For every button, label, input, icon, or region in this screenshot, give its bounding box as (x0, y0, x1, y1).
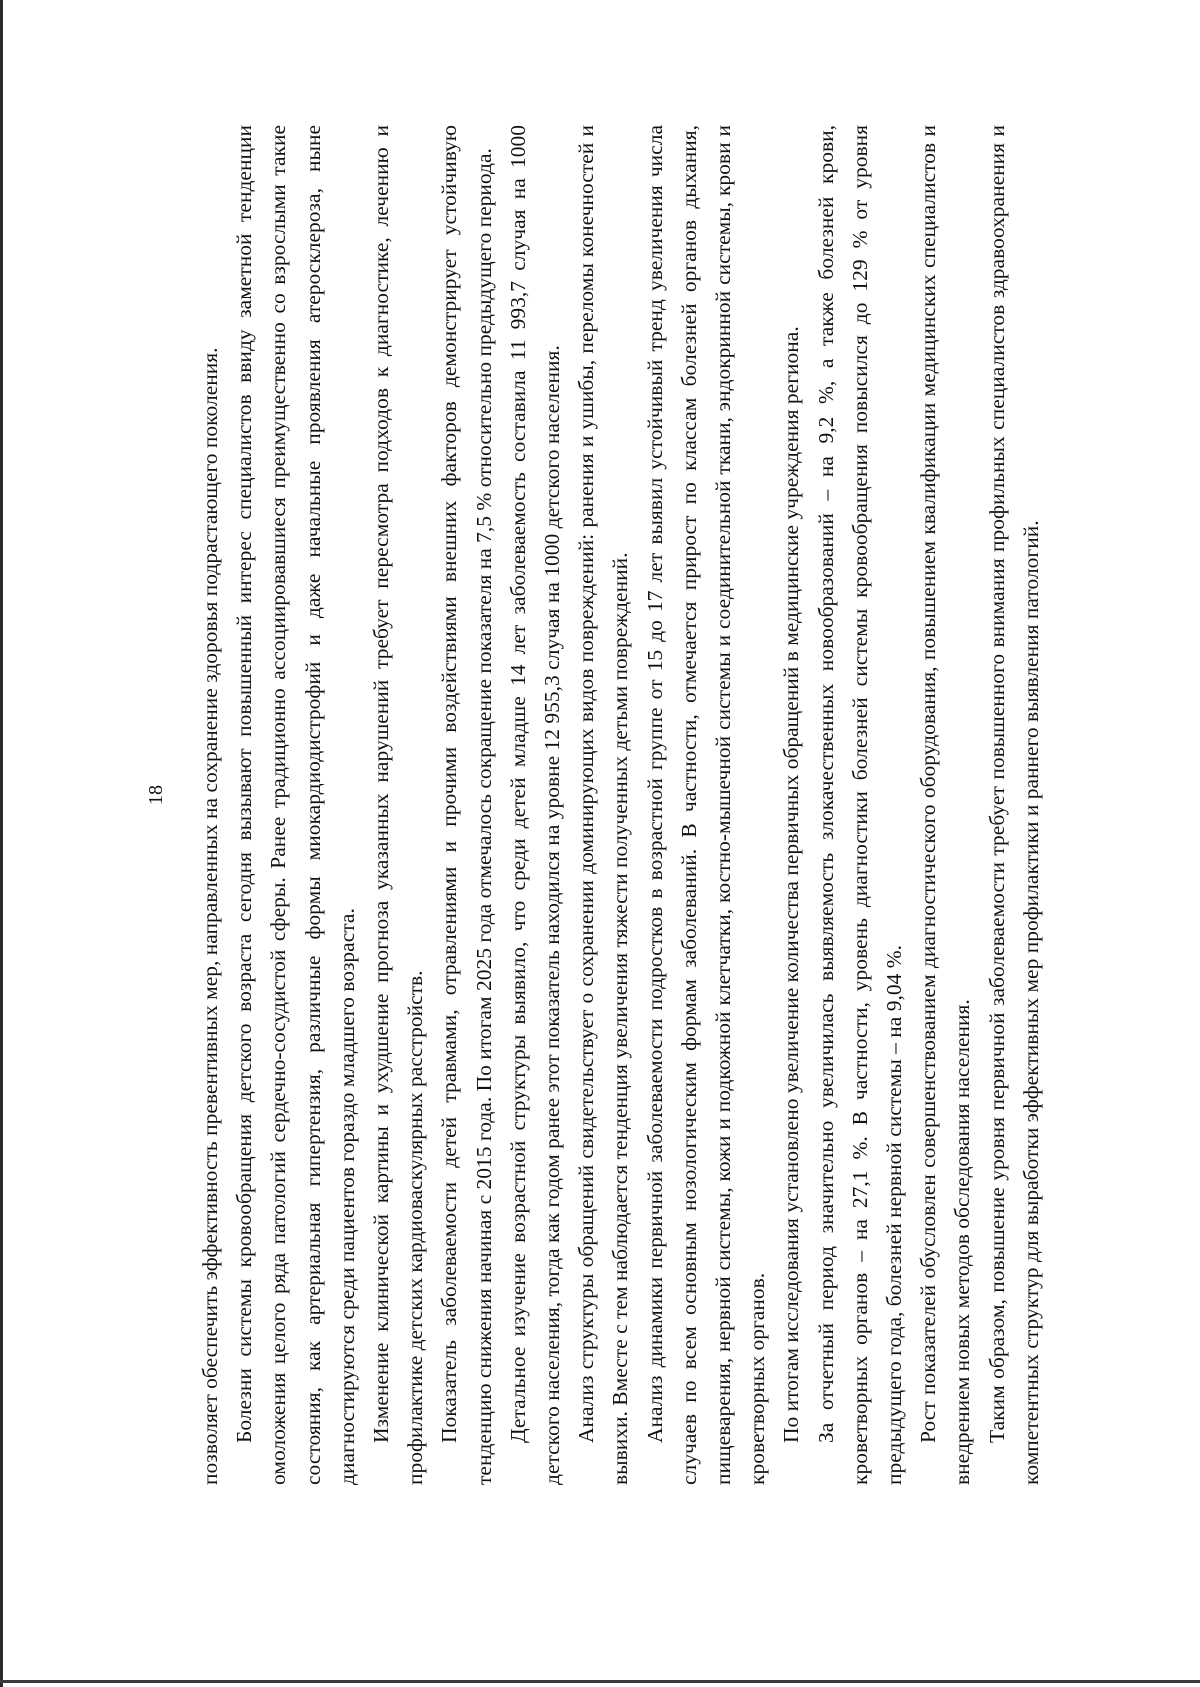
scan-border-bottom (0, 1680, 1200, 1683)
paragraph: Анализ структуры обращений свидетельствует о сохранении доминирующих видов повреждений: ранения и ушибы, переломы конечностей и вывихи. Вместе с тем наблюдается тенденция увеличения тяжести полученных детьми повреждений. (574, 125, 633, 1485)
paragraph: Рост показателей обусловлен совершенствованием диагностического оборудования, повышением квалификации медицинских специалистов и внедрением новых методов обследования населения. (916, 125, 975, 1485)
paragraph: Изменение клинической картины и ухудшение прогноза указанных нарушений требует пересмотра подходов к диагностике, лечению и профилактике детских кардиоваскулярных расстройств. (369, 125, 428, 1485)
paragraph: Анализ динамики первичной заболеваемости подростков в возрастной группе от 15 до 17 лет выявил устойчивый тренд увеличения числа случаев по всем основным нозологическим формам заболеваний. В частности, отмечается прирост по классам болезней органов дыхания, пищеварения, нервной системы, кожи и подкожной клетчатки, костно-мышечной системы и соединительной ткани, эндокринной системы, крови и кроветворных органов. (642, 125, 770, 1485)
document-body (193, 125, 1048, 1485)
paragraph: За отчетный период значительно увеличилась выявляемость злокачественных новообразований – на 9,2 %, а также болезней крови, кроветворных органов – на 27,1 %. В частности, уровень диагностики болезней системы кровообращения повысился до 129 % от уровня предыдущего года, болезней нервной системы – на 9,04 %. (813, 125, 907, 1485)
page-number: 18 (145, 785, 167, 805)
rotated-document-page (85, 15, 1145, 1575)
paragraph: Таким образом, повышение уровня первичной заболеваемости требует повышенного внимания профильных специалистов здравоохранения и компетентных структур для выработки эффективных мер профилактики и раннего выявления патологий. (984, 125, 1043, 1485)
paragraph: позволяет обеспечить эффективность превентивных мер, направленных на сохранение здоровья подрастающего поколения. (198, 347, 222, 1485)
paragraph: По итогам исследования установлено увеличение количества первичных обращений в медицинские учреждения региона. (779, 326, 804, 1443)
paragraph: Детальное изучение возрастной структуры выявило, что среди детей младше 14 лет заболеваемость составила 11 993,7 случая на 1000 детского населения, тогда как годом ранее этот показатель находился на уровне 12 955,3 случая на 1000 детского населения. (505, 125, 565, 1485)
paragraph: Болезни системы кровообращения детского возраста сегодня вызывают повышенный интерес специалистов ввиду заметной тенденции омоложения целого ряда патологий сердечно-сосудистой сферы. Ранее традиционно ассоциировавшиеся преимущественно со взрослыми такие состояния, как артериальная гипертензия, различные формы миокардиодистрофий и даже начальные проявления атеросклероза, ныне диагностируются среди пациентов гораздо младшего возраста. (232, 125, 359, 1485)
paragraph: Показатель заболеваемости детей травмами, отравлениями и прочими воздействиями внешних факторов демонстрирует устойчивую тенденцию снижения начиная с 2015 года. По итогам 2025 года отмечалось сокращение показателя на 7,5 % относительно предыдущего периода. (437, 125, 496, 1485)
scan-border-left (0, 0, 3, 1687)
